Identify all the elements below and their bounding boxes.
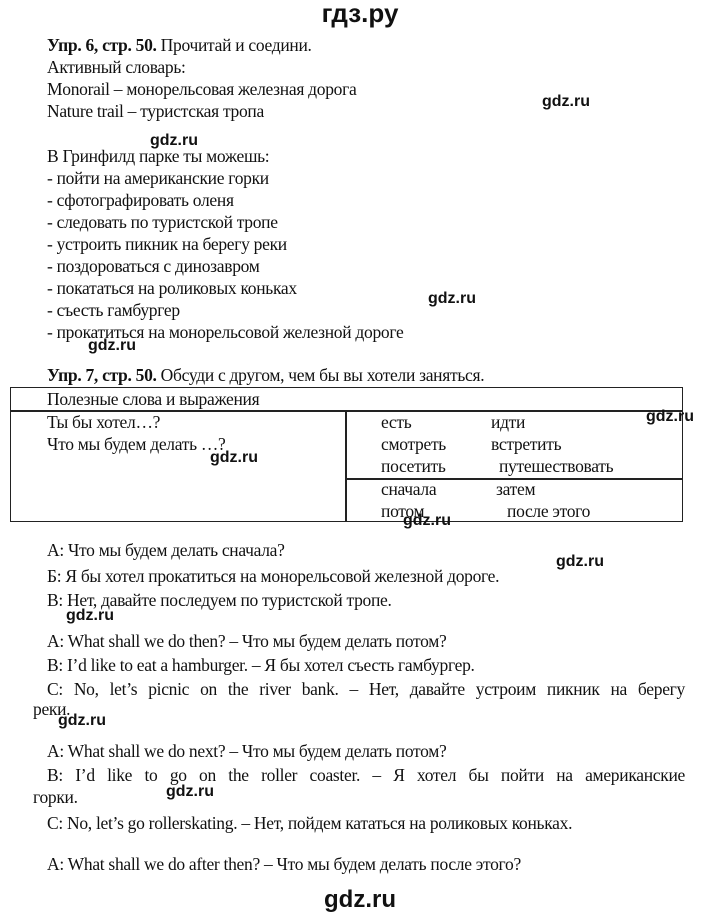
- sequence-word: потом: [381, 501, 425, 521]
- dialog-line: C: No, let’s picnic on the river bank. – Нет, давайте устроим пикник на берегу: [47, 679, 685, 699]
- verb: встретить: [491, 434, 562, 454]
- dialog-line: A: What shall we do next? – Что мы будем делать потом?: [47, 741, 447, 761]
- footer-watermark: gdz.ru: [324, 886, 396, 913]
- watermark: gdz.ru: [88, 337, 136, 354]
- ex6-heading: [47, 34, 312, 56]
- dialog-line: C: No, let’s go rollerskating. – Нет, пойдем кататься на роликовых коньках.: [47, 813, 573, 833]
- verb: путешествовать: [499, 456, 614, 476]
- phrase: Что мы будем делать …?: [47, 434, 226, 454]
- ex7-heading: [47, 364, 484, 386]
- dialog-line: А: Что мы будем делать сначала?: [47, 540, 285, 560]
- ex6-number: Упр. 6, стр. 50.: [47, 35, 157, 55]
- list-item: - покататься на роликовых коньках: [47, 278, 297, 298]
- site-title: гдз.ру: [321, 0, 399, 28]
- list-item: - поздороваться с динозавром: [47, 256, 260, 276]
- watermark: gdz.ru: [166, 783, 214, 800]
- verb: есть: [381, 412, 412, 432]
- list-item: - съесть гамбургер: [47, 300, 180, 320]
- vocab-item: Nature trail – туристская тропа: [47, 101, 264, 121]
- list-item: - пойти на американские горки: [47, 168, 269, 188]
- watermark: gdz.ru: [646, 408, 694, 425]
- watermark: gdz.ru: [542, 93, 590, 110]
- dialog-line: A: What shall we do after then? – Что мы будем делать после этого?: [47, 854, 521, 874]
- watermark: gdz.ru: [210, 449, 258, 466]
- ex6-task: Прочитай и соедини.: [156, 35, 312, 55]
- table-divider: [345, 410, 347, 522]
- sequence-word: после этого: [507, 501, 591, 521]
- dialog-line: B: I’d like to go on the roller coaster. – Я хотел бы пойти на американские: [47, 765, 685, 785]
- dialog-line: A: What shall we do then? – Что мы будем делать потом?: [47, 631, 447, 651]
- vocab-label: Активный словарь:: [47, 57, 186, 77]
- sequence-word: сначала: [381, 479, 437, 499]
- dialog-line: реки.: [33, 699, 71, 719]
- dialog-line: горки.: [33, 787, 78, 807]
- watermark: gdz.ru: [150, 132, 198, 149]
- vocab-item: Monorail – монорельсовая железная дорога: [47, 79, 357, 99]
- watermark: gdz.ru: [403, 512, 451, 529]
- list-item: - прокатиться на монорельсовой железной дороге: [47, 322, 404, 342]
- ex7-task: Обсуди с другом, чем бы вы хотели заняться.: [156, 365, 485, 385]
- watermark: gdz.ru: [58, 712, 106, 729]
- verb: посетить: [381, 456, 446, 476]
- dialog-line: Б: Я бы хотел прокатиться на монорельсовой железной дороге.: [47, 566, 500, 586]
- list-item: - следовать по туристской тропе: [47, 212, 278, 232]
- watermark: gdz.ru: [66, 607, 114, 624]
- list-item: - сфотографировать оленя: [47, 190, 234, 210]
- table-header: Полезные слова и выражения: [47, 389, 260, 409]
- dialog-line: B: I’d like to eat a hamburger. – Я бы хотел съесть гамбургер.: [47, 655, 475, 675]
- list-item: - устроить пикник на берегу реки: [47, 234, 287, 254]
- sequence-word: затем: [496, 479, 536, 499]
- phrases-table: [10, 387, 683, 522]
- verb: идти: [491, 412, 526, 432]
- verb: смотреть: [381, 434, 446, 454]
- dialog-line: В: Нет, давайте последуем по туристской тропе.: [47, 590, 392, 610]
- watermark: gdz.ru: [428, 290, 476, 307]
- watermark: gdz.ru: [556, 553, 604, 570]
- ex6-intro: В Гринфилд парке ты можешь:: [47, 146, 270, 166]
- phrase: Ты бы хотел…?: [47, 412, 161, 432]
- ex7-number: Упр. 7, стр. 50.: [47, 365, 157, 385]
